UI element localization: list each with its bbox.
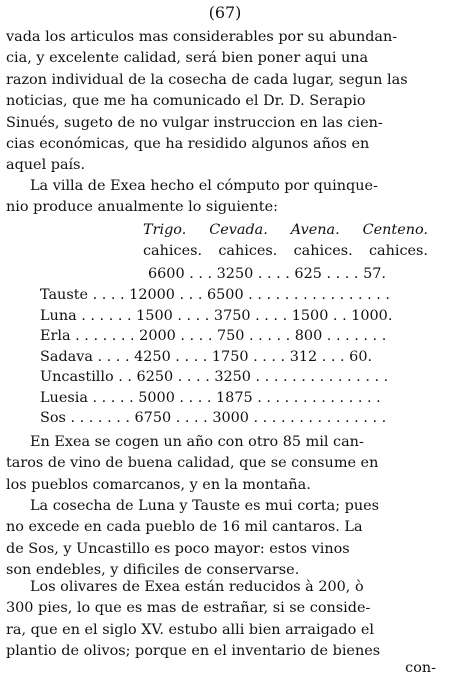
text-line: nio produce anualmente lo siguiente: (6, 199, 278, 216)
paragraph-intro (6, 27, 438, 177)
unit-label: cahices. (293, 243, 353, 259)
column-header: Cevada. (209, 222, 268, 238)
text-line: ra, que en el siglo XV. estubo alli bien arraigado el (6, 621, 374, 638)
table-row: Luesia . . . . . 5000 . . . . 1875 . . . . . . . . . . . . . . (40, 390, 381, 406)
text-line: Los olivares de Exea están reducidos à 200, ò (30, 579, 364, 595)
table-row: Sos . . . . . . . 6750 . . . . 3000 . . . . . . . . . . . . . . . (40, 410, 387, 426)
text-line: razon individual de la cosecha de cada lugar, segun las (6, 71, 408, 88)
table-row: Luna . . . . . . 1500 . . . . 3750 . . . . 1500 . . 1000. (40, 308, 393, 324)
text-line: Sinués, sugeto de no vulgar instruccion en las cien- (6, 114, 383, 131)
text-line: noticias, que me ha comunicado el Dr. D. Serapio (6, 93, 366, 110)
text-line: son endebles, y dificiles de conservarse. (6, 562, 300, 579)
text-line: vada los articulos mas considerables por su abundan- (6, 29, 398, 45)
text-line: En Exea se cogen un año con otro 85 mil can- (30, 434, 364, 450)
text-line: 300 pies, lo que es mas de estrañar, si se conside- (6, 600, 371, 617)
unit-label: cahices. (368, 243, 428, 259)
text-line: aquel país. (6, 157, 86, 174)
table-row: Sadava . . . . 4250 . . . . 1750 . . . . 312 . . . 60. (40, 349, 373, 365)
unit-label: cahices. (143, 243, 203, 259)
text-line: taros de vino de buena calidad, que se consume en (6, 455, 379, 472)
table-row: Tauste . . . . 12000 . . . 6500 . . . . . . . . . . . . . . . . (40, 287, 390, 303)
paragraph-luna-tauste (6, 496, 438, 582)
page-number: (67) (208, 3, 242, 22)
text-line: no excede en cada pueblo de 16 mil cantaros. La (6, 519, 363, 536)
crop-header-row (143, 220, 428, 241)
table-row: Uncastillo . . 6250 . . . . 3250 . . . . . . . . . . . . . . . (40, 369, 389, 385)
text-line: plantio de olivos; porque en el inventario de bienes (6, 643, 381, 660)
paragraph-olivares (6, 577, 438, 663)
text-line: los pueblos comarcanos, y en la montaña. (6, 476, 311, 493)
text-line: cia, y excelente calidad, será bien poner aqui una (6, 50, 369, 67)
table-row: Erla . . . . . . . 2000 . . . . 750 . . . . . 800 . . . . . . . (40, 328, 387, 344)
text-line: La villa de Exea hecho el cómputo por quinque- (30, 178, 378, 194)
column-header: Centeno. (362, 222, 428, 238)
harvest-table-header (143, 220, 428, 262)
text-line: La cosecha de Luna y Tauste es mui corta; pues (30, 498, 379, 514)
text-line: de Sos, y Uncastillo es poco mayor: estos vinos (6, 540, 350, 557)
table-row: 6600 . . . 3250 . . . . 625 . . . . 57. (148, 266, 386, 282)
paragraph-exea (6, 176, 438, 219)
column-header: Trigo. (143, 222, 187, 238)
catchword: con- (405, 660, 436, 676)
text-line: cias económicas, que ha residido algunos años en (6, 136, 370, 153)
paragraph-wine (6, 432, 438, 496)
unit-label: cahices. (218, 243, 278, 259)
column-header: Avena. (290, 222, 340, 238)
unit-header-row (143, 241, 428, 262)
